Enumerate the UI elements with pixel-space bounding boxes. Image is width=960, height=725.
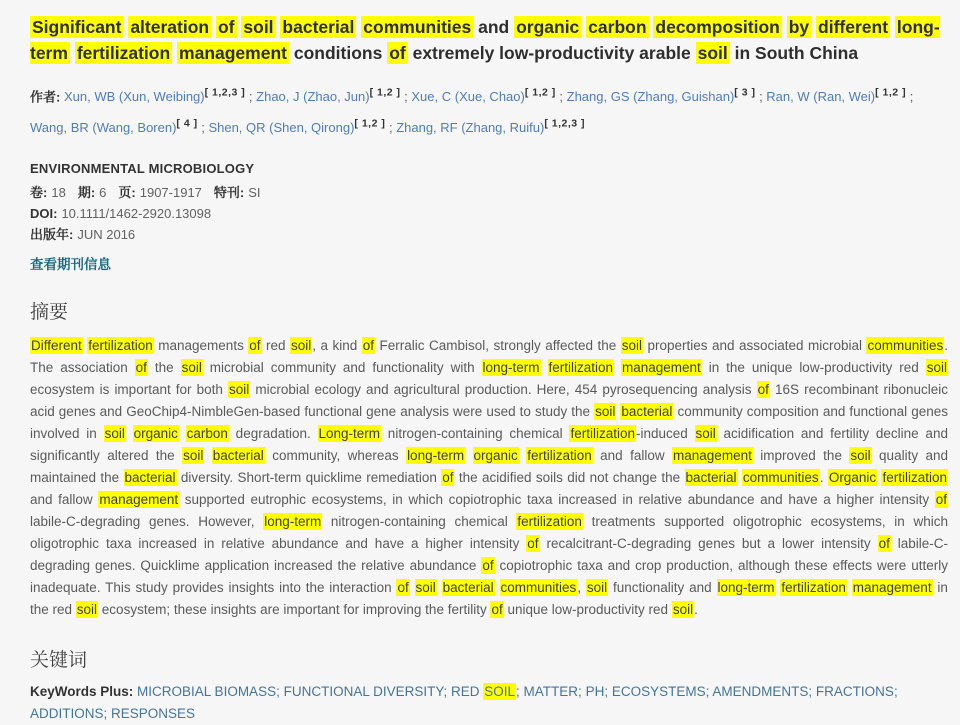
journal-field-label: 页: (118, 184, 136, 200)
highlighted-term: soil (621, 337, 642, 353)
highlighted-term: fertilization (76, 43, 171, 63)
highlighted-term: of (482, 557, 494, 573)
highlighted-term: carbon (186, 425, 228, 441)
author-link[interactable]: Xun, WB (Xun, Weibing) (63, 89, 205, 105)
highlighted-term: management (179, 43, 287, 63)
highlighted-term: soil (104, 425, 125, 441)
author-link[interactable]: Wang, BR (Wang, Boren) (30, 119, 177, 135)
pubyear-value: JUN 2016 (77, 226, 136, 242)
author-link[interactable]: Zhang, RF (Zhang, Ruifu) (396, 119, 545, 135)
highlighted-term: bacterial (685, 469, 737, 485)
highlighted-term: of (217, 17, 235, 37)
author-separator: ; (555, 89, 567, 105)
highlighted-term: carbon (588, 17, 647, 37)
highlighted-term: management (852, 579, 932, 595)
highlighted-term: different (818, 17, 889, 37)
keyword-separator: ; (103, 705, 112, 721)
keywords-plus-label: KeyWords Plus: (30, 683, 134, 699)
pubyear-label: 出版年: (30, 226, 74, 242)
highlighted-term: soil (183, 447, 204, 463)
highlighted-term: long-term (264, 513, 322, 529)
journal-field (118, 185, 202, 200)
author-link[interactable]: Zhang, GS (Zhang, Guishan) (566, 89, 735, 105)
highlighted-term: communities (363, 17, 472, 37)
affiliation-superscript: [ 1,2,3 ] (544, 117, 585, 130)
keyword-separator: ; (276, 683, 284, 699)
keywords-list (30, 683, 898, 721)
keyword-separator: ; (578, 683, 586, 699)
highlighted-term: bacterial (282, 17, 355, 37)
highlighted-term: of (878, 535, 890, 551)
affiliation-superscript: [ 4 ] (176, 117, 198, 130)
volume-issue-line (30, 183, 945, 202)
keyword-link[interactable]: ADDITIONS (30, 705, 104, 721)
doi-label: DOI: (30, 205, 58, 221)
highlighted-term: Long-term (318, 425, 381, 441)
article-title: Significant alteration of soil bacterial communities and organic carbon decomposition by different long-term fertilization management conditions of extremely low-productivity arable soil in South China (30, 17, 940, 63)
highlighted-term: communities (867, 337, 944, 353)
abstract-text: Different fertilization managements of red soil, a kind of Ferralic Cambisol, strongly affected the soil properties and associated microbial communities. The association of the soil microbial community and functionality with long-term fertilization management in the unique low-productivity red soil ecosystem is important for both soil microbial ecology and agricultural production. Here, 454 pyrosequencing analysis of 16S recombinant ribonucleic acid genes and GeoChip4-NimbleGen-based functional gene analysis were used to study the soil bacterial community composition and functional genes involved in soil organic carbon degradation. Long-term nitrogen-containing chemical fertilization-induced soil acidification and fertility decline and significantly altered the soil bacterial community, whereas long-term organic fertilization and fallow management improved the soil quality and maintained the bacterial diversity. Short-term quicklime remediation of the acidified soils did not change the bacterial communities. Organic fertilization and fallow management supported eutrophic ecosystems, in which copiotrophic taxa increased in relative abundance and have a higher intensity of labile-C-degrading genes. However, long-term nitrogen-containing chemical fertilization treatments supported oligotrophic ecosystems, in which oligotrophic taxa increased in relative abundance and have a higher intensity of recalcitrant-C-degrading genes but a lower intensity of labile-C-degrading genes. Quicklime application increased the relative abundance of copiotrophic taxa and crop production, although these effects were utterly inadequate. This study provides insights into the interaction of soil bacterial communities, soil functionality and long-term fertilization management in the red soil ecosystem; these insights are important for improving the fertility of unique low-productivity red soil. (30, 337, 949, 617)
highlighted-term: communities (742, 469, 819, 485)
journal-field-value: 18 (51, 184, 66, 200)
highlighted-term: Organic (828, 469, 877, 485)
highlighted-term: of (249, 337, 261, 353)
highlighted-term: fertilization (781, 579, 846, 595)
authors-label: 作者: (30, 89, 61, 105)
affiliation-superscript: [ 1,2 ] (524, 87, 556, 99)
highlighted-term: soil (76, 601, 98, 617)
journal-field (214, 185, 261, 200)
author-separator: ; (400, 89, 412, 105)
highlighted-term: bacterial (124, 469, 176, 485)
affiliation-superscript: [ 1,2,3 ] (204, 87, 246, 99)
author-link[interactable]: Zhao, J (Zhao, Jun) (256, 89, 370, 105)
view-journal-info-link[interactable]: 查看期刊信息 (30, 256, 111, 272)
journal-block (30, 161, 945, 273)
highlighted-term: alteration (130, 17, 210, 37)
highlighted-term: of (491, 601, 503, 617)
highlighted-term: soil (586, 579, 608, 595)
author-separator: ; (245, 89, 257, 105)
author-separator: ; (197, 119, 209, 135)
journal-field-value: 6 (99, 184, 107, 200)
highlighted-term: of (757, 381, 769, 397)
highlighted-term: organic (516, 17, 580, 37)
journal-name: ENVIRONMENTAL MICROBIOLOGY (30, 160, 255, 176)
highlighted-term: of (135, 359, 147, 375)
highlighted-term: fertilization (882, 469, 947, 485)
journal-field (78, 185, 107, 200)
highlighted-term: by (788, 17, 810, 37)
affiliation-superscript: [ 1,2 ] (354, 117, 386, 130)
highlighted-term: decomposition (655, 17, 780, 37)
highlighted-term: fertilization (548, 359, 614, 375)
highlighted-term: management (99, 491, 179, 507)
doi-line (30, 204, 945, 223)
highlighted-term: of (397, 579, 409, 595)
keyword-link[interactable]: PH (585, 683, 605, 699)
keyword-link[interactable]: ECOSYSTEMS (611, 683, 706, 699)
keyword-link[interactable]: MATTER (523, 683, 579, 699)
highlighted-term: management (621, 359, 701, 375)
keyword-separator: ; (808, 683, 816, 699)
highlighted-term: fertilization (527, 447, 592, 463)
affiliation-superscript: [ 3 ] (734, 87, 756, 99)
highlighted-term: soil (695, 425, 716, 441)
journal-field-value: 1907-1917 (139, 184, 202, 200)
highlighted-term: bacterial (442, 579, 494, 595)
author-separator: ; (385, 119, 397, 135)
keyword-link[interactable]: RED SOIL (451, 683, 516, 699)
keywords-plus-line (30, 681, 948, 725)
highlighted-term: long-term (407, 447, 465, 463)
keyword-separator: ; (443, 683, 451, 699)
highlighted-term: of (362, 337, 375, 353)
doi-value: 10.1111/1462-2920.13098 (61, 205, 212, 221)
affiliation-superscript: [ 1,2 ] (369, 87, 401, 99)
keywords-heading: 关键词 (30, 649, 88, 671)
highlighted-term: soil (672, 601, 694, 617)
highlighted-term: soil (181, 359, 202, 375)
highlighted-term: organic (133, 425, 178, 441)
highlighted-term: bacterial (621, 403, 673, 419)
highlighted-term: of (389, 43, 406, 63)
author-separator: ; (906, 89, 914, 105)
highlighted-term: soil (850, 447, 871, 463)
highlighted-term: of (935, 491, 947, 507)
highlighted-term: soil (697, 43, 728, 63)
highlighted-term: communities (500, 579, 577, 595)
keyword-separator: ; (705, 683, 713, 699)
highlighted-term: long-term (30, 17, 940, 63)
highlighted-term: management (673, 447, 752, 463)
highlighted-term: long-term (482, 359, 540, 375)
highlighted-term: of (442, 469, 454, 485)
highlighted-term: soil (415, 579, 436, 595)
keyword-separator: ; (516, 683, 524, 699)
highlighted-term: soil (229, 381, 250, 397)
keyword-link[interactable]: AMENDMENTS (712, 683, 809, 699)
highlighted-term: fertilization (570, 425, 635, 441)
authors-line (30, 80, 948, 141)
highlighted-term: SOIL (484, 683, 516, 699)
highlighted-term: fertilization (517, 513, 582, 529)
keyword-link[interactable]: FRACTIONS (815, 683, 894, 699)
journal-field-label: 卷: (30, 184, 48, 200)
highlighted-term: organic (473, 447, 518, 463)
highlighted-term: Different (31, 337, 82, 353)
highlighted-term: of (527, 535, 539, 551)
abstract-heading: 摘要 (30, 301, 69, 323)
highlighted-term: fertilization (88, 337, 153, 353)
highlighted-term: soil (291, 337, 312, 353)
pubyear-line (30, 225, 945, 244)
authors-list (30, 89, 913, 134)
highlighted-term: bacterial (212, 447, 264, 463)
highlighted-term: long-term (717, 579, 775, 595)
journal-field-label: 期: (77, 184, 96, 200)
author-link[interactable]: Shen, QR (Shen, Qirong) (208, 119, 355, 135)
journal-field-value: SI (248, 184, 261, 200)
author-link[interactable]: Xue, C (Xue, Chao) (411, 89, 525, 105)
keyword-link[interactable]: FUNCTIONAL DIVERSITY (283, 683, 444, 699)
highlighted-term: soil (595, 403, 616, 419)
affiliation-superscript: [ 1,2 ] (875, 87, 907, 99)
keyword-link[interactable]: MICROBIAL BIOMASS (137, 683, 277, 699)
keyword-separator: ; (604, 683, 612, 699)
highlighted-term: soil (926, 359, 947, 375)
highlighted-term: Significant (32, 17, 122, 37)
highlighted-term: soil (243, 17, 274, 37)
author-separator: ; (755, 89, 767, 105)
journal-field-label: 特刊: (213, 184, 245, 200)
journal-field (30, 185, 66, 200)
keyword-separator: ; (893, 683, 898, 699)
keyword-link[interactable]: RESPONSES (111, 705, 196, 721)
author-link[interactable]: Ran, W (Ran, Wei) (766, 89, 876, 105)
